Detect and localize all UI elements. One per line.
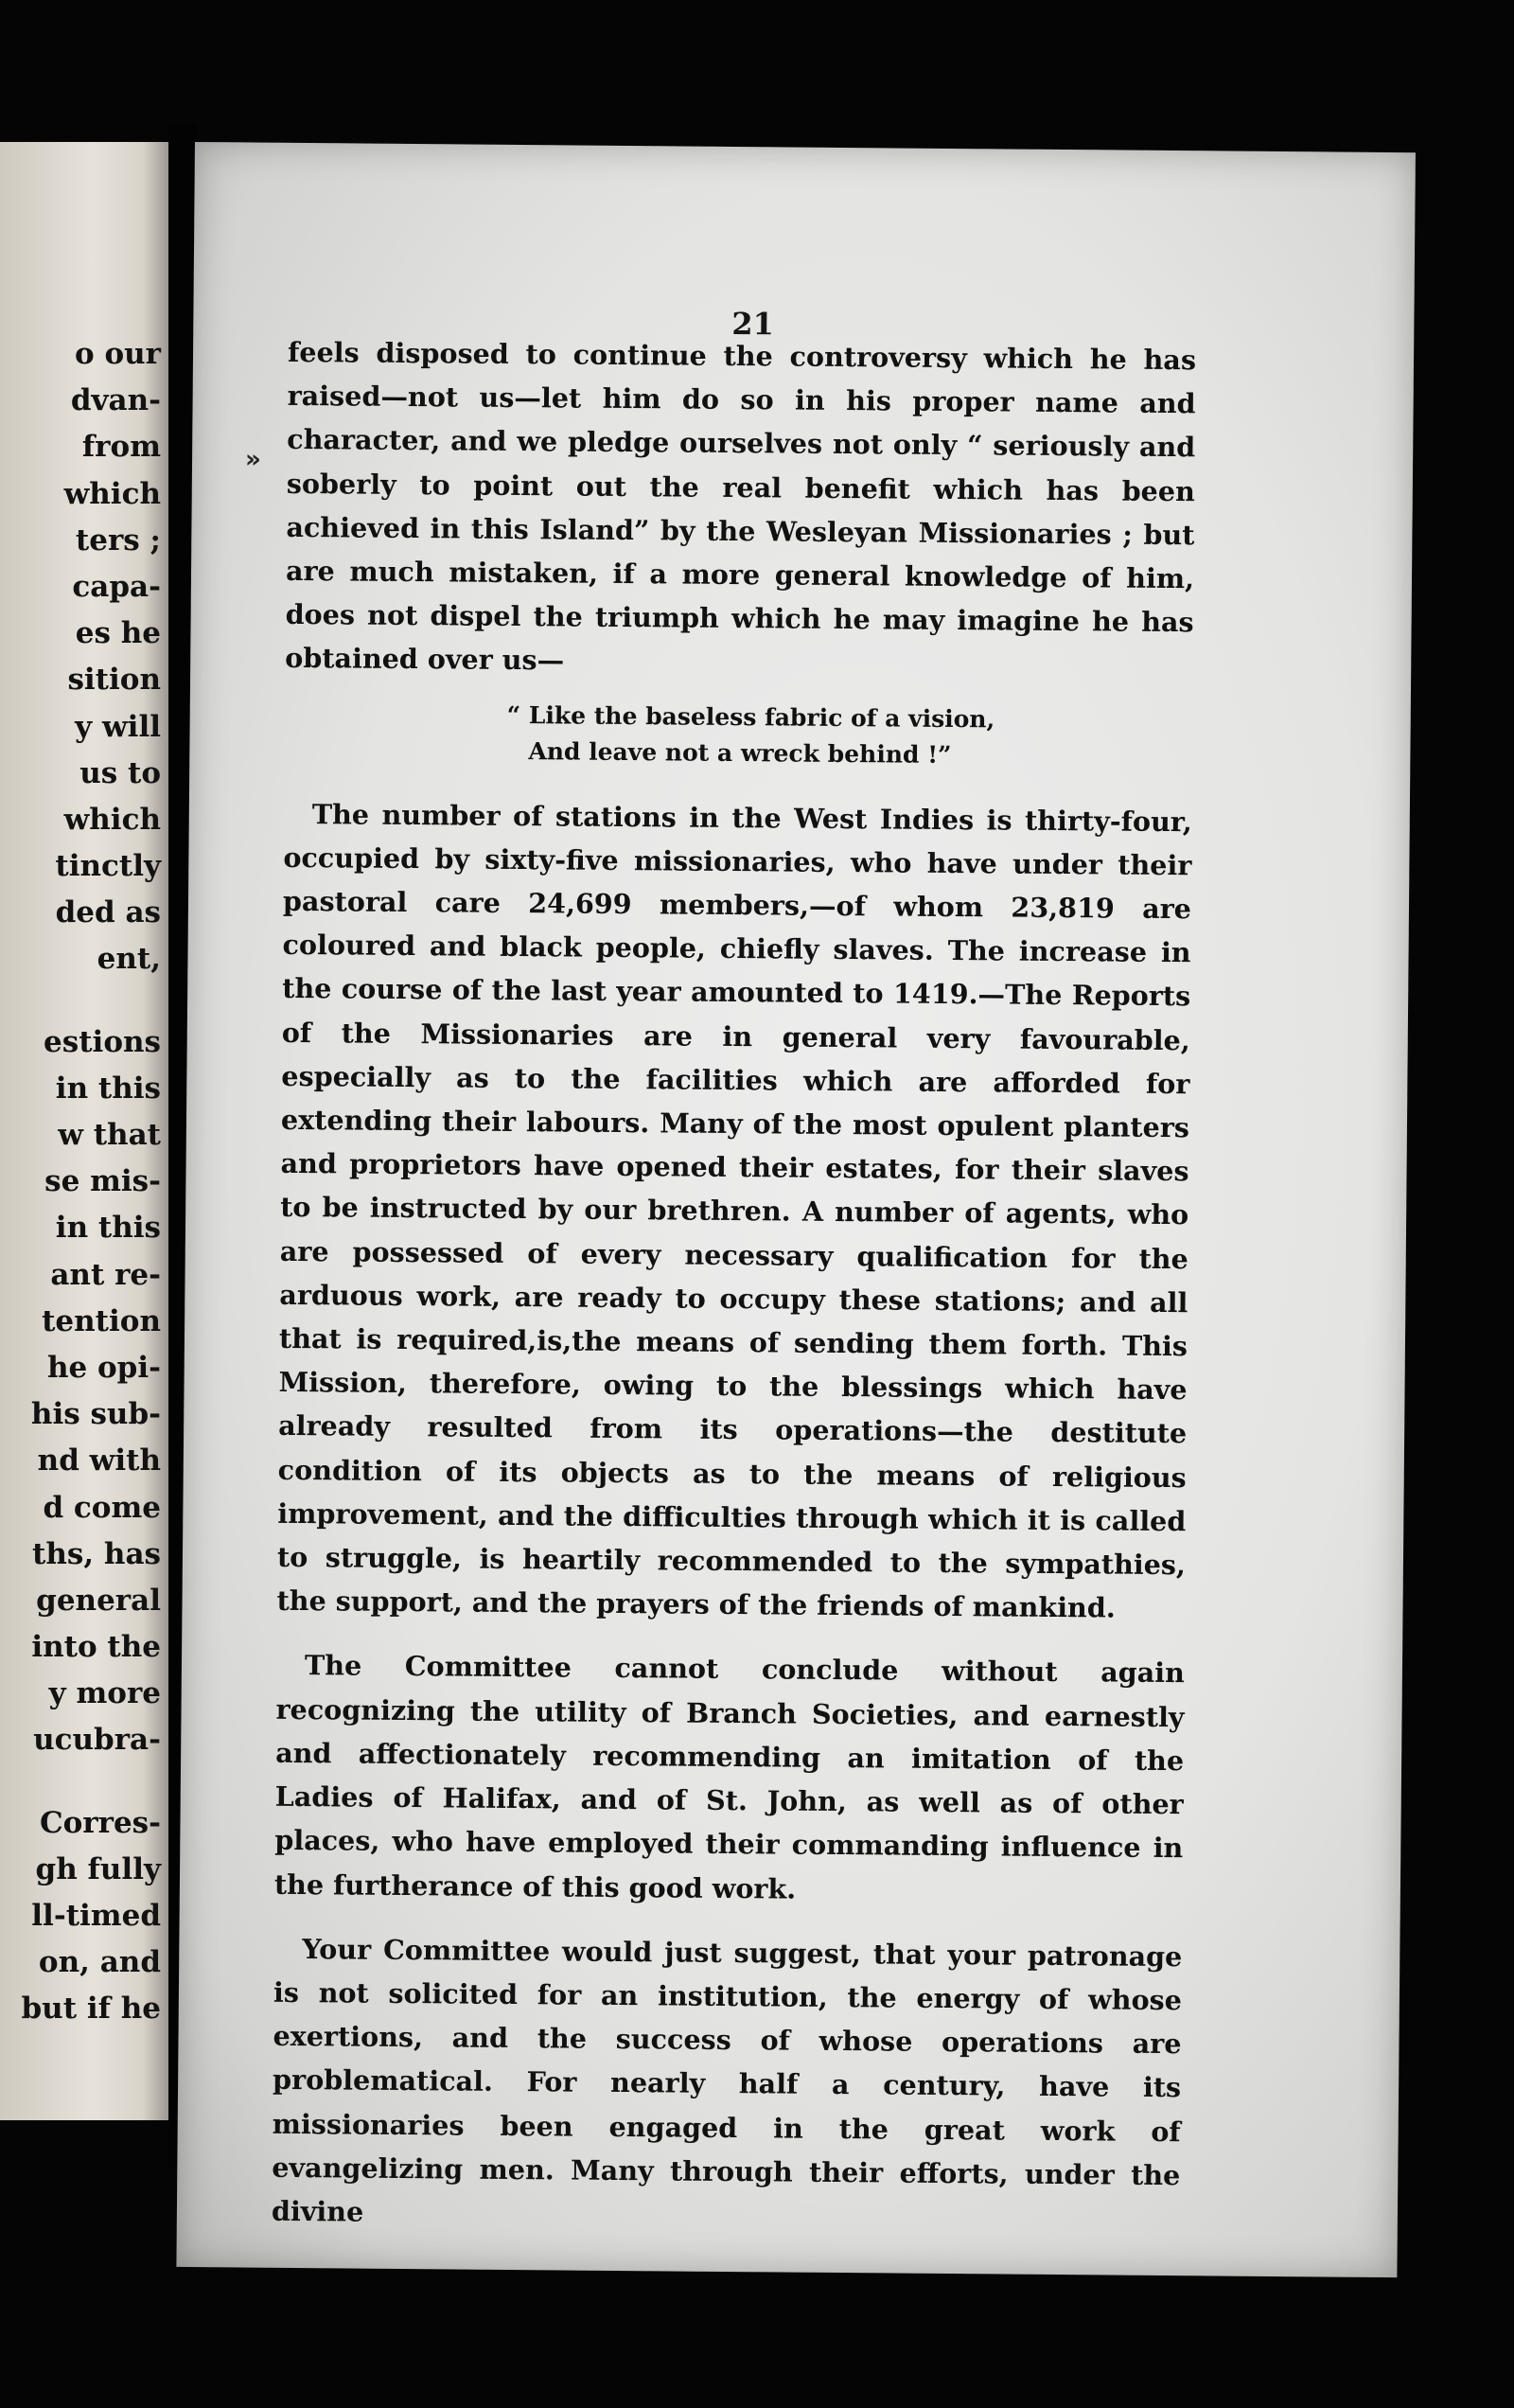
left-line: ded as <box>55 895 161 930</box>
left-line: gh fully <box>35 1851 161 1886</box>
left-line: se mis- <box>44 1164 161 1199</box>
left-line: from <box>81 430 161 465</box>
quote-line: And leave not a wreck behind !” <box>528 736 952 769</box>
left-line: us to <box>79 755 161 790</box>
paragraph-patronage: Your Committee would just suggest, that your patronage is not solicited for an institution, the energy of whose exertions, and the success of whose operations are problematical. For nearly half a century, have its missionaries been engaged in the great work of evangelizing men. Many through their efforts, under the divine <box>271 1932 1183 2228</box>
left-line: tention <box>42 1303 161 1338</box>
left-line: ll-timed <box>31 1899 161 1933</box>
left-facing-page <box>0 142 168 2120</box>
left-line: which <box>63 802 161 837</box>
quote-line: “ Like the baseless fabric of a vision, <box>506 700 995 734</box>
left-line: into the <box>31 1630 161 1665</box>
left-page-text <box>0 331 161 2033</box>
left-line: y more <box>48 1676 161 1711</box>
left-line: w that <box>58 1118 161 1152</box>
left-line: ths, has <box>32 1536 161 1571</box>
left-line: tinctly <box>55 849 161 884</box>
left-line: o our <box>74 337 161 371</box>
left-line: in this <box>55 1211 161 1246</box>
left-line: ters ; <box>75 522 161 558</box>
left-line: on, and <box>38 1945 161 1980</box>
left-line: which <box>63 476 161 511</box>
page-number: 21 <box>731 305 775 343</box>
paragraph-branch-societies: The Committee cannot conclude without again recognizing the utility of Branch Societies, and earnestly and affectionately recommending an imitation of the Ladies of Halifax, and of St. John, as well as of other places, who have employed their commanding influence in the furtherance of this good work. <box>273 1649 1186 1905</box>
left-line: he opi- <box>46 1350 161 1385</box>
left-line: ent, <box>97 942 161 977</box>
left-line: estions <box>44 1024 161 1059</box>
left-line: d come <box>43 1490 161 1525</box>
left-line: Corres- <box>39 1805 161 1840</box>
left-line: but if he <box>21 1992 161 2027</box>
left-line: ant re- <box>50 1257 161 1292</box>
left-line: general <box>36 1583 161 1618</box>
left-line: dvan- <box>70 383 161 418</box>
paragraph-stations: The number of stations in the West Indies is thirty-four, occupied by sixty-five missionaries, who have under their pastoral care 24,699 members,—of whom 23,819 are coloured and black people, chiefly slaves. The increase in the course of the last year amounted to 1419.—The Reports of the Missionaries are in general very favourable, especially as to the facilities which are afforded for extending their labours. Many of the most opulent planters and proprietors have opened their estates, for their slaves to be instructed by our brethren. A number of agents, who are possessed of every necessary qualification for the arduous work, are ready to occupy these stations; and all that is required,is,the means of sending them forth. This Mission, therefore, owing to the blessings which have already resulted from its operations—the destitute condition of its objects as to the means of religious improvement, and the difficulties through which it is called to struggle, is heartily recommended to the sympathies, the support, and the prayers of the friends of mankind. <box>276 797 1192 1624</box>
left-line: y will <box>75 709 161 744</box>
main-page <box>176 142 1416 2277</box>
left-line: his sub- <box>30 1397 161 1432</box>
margin-mark: » <box>244 445 262 474</box>
left-line: sition <box>67 663 161 698</box>
left-line: nd with <box>37 1443 161 1478</box>
left-line: capa- <box>72 569 161 604</box>
verse-quote <box>284 695 1193 774</box>
left-line: es he <box>75 616 161 651</box>
page-body <box>272 330 1197 2240</box>
paragraph-continuation: feels disposed to continue the controversy which he has raised—not us—let him do so in his proper name and character, and we pledge ourselves not only “ seriously and soberly to point out the real benefit which has been achieved in this Island” by the Wesleyan Missionaries ; but are much mistaken, if a more general knowledge of him, does not dispel the triumph which he may imagine he has obtained over us— <box>285 335 1197 677</box>
left-line: ucubra- <box>33 1723 161 1758</box>
left-line: in this <box>55 1071 161 1106</box>
